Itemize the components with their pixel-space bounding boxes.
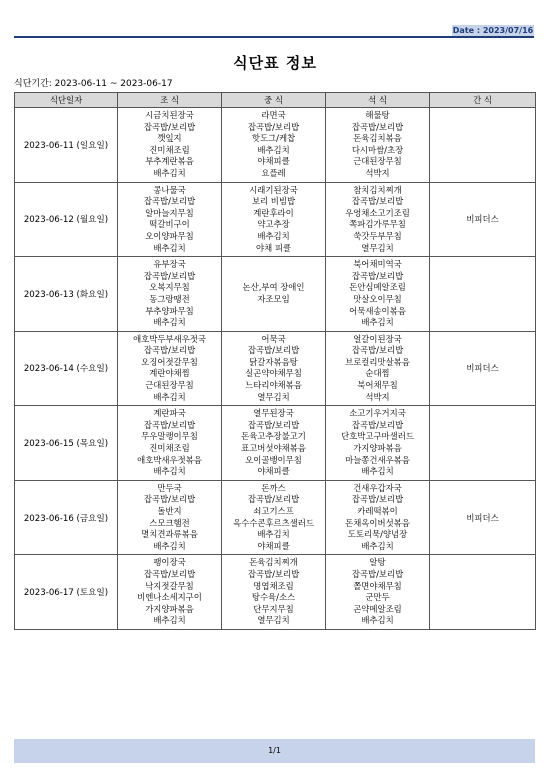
menu-item: 탕수육/소스 [251,592,296,603]
menu-item: 배추김치 [153,540,186,551]
menu-item: 잡곡밥/보리밥 [247,494,300,505]
menu-item: 시래기된장국 [249,184,298,195]
lunch-cell [222,182,326,257]
menu-item: 돈안심메알조림 [349,282,406,293]
menu-item: 근대된장무침 [353,156,402,167]
page-title: 식단표 정보 [233,54,317,72]
menu-item: 잡곡밥/보리밥 [143,121,196,132]
menu-item: 논산,부여 장애인 [242,282,305,293]
table-row [15,480,536,555]
menu-item: 배추김치 [361,540,394,551]
table-row [15,406,536,481]
menu-item: 잡곡밥/보리밥 [351,419,404,430]
dinner-cell [326,331,430,406]
menu-item: 야채피클 [257,540,290,551]
menu-item: 도토리묵/양념장 [347,529,408,540]
menu-item: 야채 피클 [255,242,292,253]
meal-table [14,92,536,630]
menu-item: 잡곡밥/보리밥 [247,419,300,430]
lunch-cell [222,555,326,630]
menu-item: 우엉채소고기조림 [345,207,410,218]
snack-cell: 비피더스 [430,480,536,555]
menu-item: 라면국 [261,110,286,120]
menu-item: 알마늘지무침 [145,207,194,218]
menu-item: 비엔나소세지구이 [137,592,202,603]
menu-item: 배추김치 [257,529,290,540]
menu-item: 잡곡밥/보리밥 [247,568,300,579]
meal-date: 2023-06-13 (화요일) [15,257,118,332]
menu-item: 닭갈자볶음탕 [249,356,298,367]
column-header-date: 식단일자 [15,93,118,108]
menu-item: 잡곡밥/보리밥 [247,345,300,356]
menu-item: 계란야채찜 [149,368,190,379]
menu-item: 잡곡밥/보리밥 [351,494,404,505]
menu-item: 깻잎지 [157,133,182,144]
menu-item: 배추김치 [153,242,186,253]
menu-item: 핫도그/케찹 [251,133,296,144]
dinner-cell [326,182,430,257]
menu-item: 근대된장무침 [145,380,194,391]
menu-item: 단호박고구마샐러드 [341,431,414,442]
menu-item: 배추김치 [257,144,290,155]
menu-item: 배추김치 [361,466,394,477]
menu-item: 자조모임 [257,293,290,304]
menu-item: 배추김치 [257,230,290,241]
menu-item: 쪽파김가루무침 [349,219,406,230]
table-row [15,108,536,183]
menu-item: 돈육김치볶음 [353,133,402,144]
menu-item: 열무된장국 [253,408,294,419]
page-footer: 1/1 [14,739,535,763]
menu-item: 유부장국 [153,259,186,270]
meal-period: 식단기간: 2023-06-11 ~ 2023-06-17 [14,79,173,89]
menu-item: 잡곡밥/보리밥 [143,494,196,505]
menu-item: 참치김치찌개 [353,184,402,195]
menu-item: 소고기우거지국 [349,408,406,419]
menu-item: 열무김치 [361,242,394,253]
menu-item: 배추김치 [153,391,186,402]
date-badge: Date : 2023/07/16 [452,26,534,35]
menu-item: 멸치견과류볶음 [141,529,198,540]
menu-item: 순대찜 [365,368,390,379]
snack-cell: 비피더스 [430,331,536,406]
breakfast-cell [118,108,222,183]
menu-item: 만두국 [157,482,182,493]
column-header-breakfast: 조 식 [118,93,222,108]
menu-item: 낙지젓갈무침 [145,580,194,591]
menu-item: 잡곡밥/보리밥 [143,419,196,430]
meal-date: 2023-06-14 (수요일) [15,331,118,406]
meal-date: 2023-06-17 (토요일) [15,555,118,630]
dinner-cell [326,406,430,481]
menu-item: 잡곡밥/보리밥 [143,196,196,207]
menu-item: 오이골뱅이무침 [245,454,302,465]
breakfast-cell [118,555,222,630]
menu-item: 잡곡밥/보리밥 [351,121,404,132]
menu-item: 요플레 [261,167,286,178]
menu-item: 배추김치 [361,317,394,328]
menu-item: 야채피클 [257,156,290,167]
dinner-cell [326,257,430,332]
dinner-cell [326,480,430,555]
menu-item: 쇠고기스프 [253,506,294,516]
menu-item: 무우말랭이무침 [141,431,198,442]
lunch-cell [222,257,326,332]
top-rule [14,36,534,38]
column-header-dinner: 석 식 [326,93,430,108]
menu-item: 가지양파볶음 [353,443,402,454]
menu-item: 잡곡밥/보리밥 [143,345,196,356]
table-row [15,257,536,332]
menu-item: 해물탕 [365,110,390,120]
snack-cell [430,108,536,183]
menu-item: 오징어젓갈무침 [141,356,198,367]
breakfast-cell [118,406,222,481]
table-row [15,555,536,630]
menu-item: 계란후라이 [253,207,294,218]
menu-item: 명엽채조림 [253,580,294,591]
menu-item: 잡곡밥/보리밥 [351,270,404,281]
menu-item: 스모크햄전 [149,517,190,528]
menu-item: 부추계란볶음 [145,156,194,167]
menu-item: 돈육김치찌개 [249,557,298,568]
menu-item: 잡곡밥/보리밥 [351,568,404,579]
menu-item: 야채피클 [257,466,290,477]
menu-item: 건새우갑자국 [353,482,402,493]
menu-item: 쫄면야채무침 [353,580,402,591]
menu-item: 어묵새송이볶음 [349,305,406,316]
menu-item: 표고버섯야채볶음 [241,443,306,454]
menu-item: 돌반지 [157,506,182,516]
menu-item: 어묵국 [261,333,286,344]
menu-item: 옥수수콘후르츠샐러드 [233,517,314,528]
menu-item: 애호박두부새우젓국 [133,333,206,344]
menu-item: 잡곡밥/보리밥 [351,196,404,207]
menu-item: 석박지 [365,391,390,402]
menu-item: 실곤약야채무침 [245,368,302,379]
menu-item: 돈까스 [261,482,286,493]
menu-item: 돈채옥이버섯볶음 [345,517,410,528]
menu-item: 보리 비빔밥 [251,196,296,207]
breakfast-cell [118,257,222,332]
menu-item: 얼갈이된장국 [353,333,402,344]
menu-item: 석박지 [365,167,390,178]
meal-date: 2023-06-15 (목요일) [15,406,118,481]
lunch-cell [222,108,326,183]
menu-item: 배추김치 [361,615,394,626]
table-header-row [15,93,536,108]
snack-cell [430,257,536,332]
menu-item: 돈육고추장불고기 [241,431,306,442]
menu-item: 오복지무침 [149,282,190,293]
breakfast-cell [118,331,222,406]
lunch-cell [222,406,326,481]
menu-item: 배추김치 [153,167,186,178]
menu-item: 가지양파볶음 [145,603,194,614]
menu-item: 약고추장 [257,219,290,230]
menu-item: 다시마쌈/초장 [351,144,404,155]
menu-item: 알탕 [369,557,386,568]
menu-item: 열무김치 [257,615,290,626]
dinner-cell [326,555,430,630]
menu-item: 진미채조림 [149,144,190,155]
snack-cell [430,406,536,481]
breakfast-cell [118,480,222,555]
snack-cell [430,555,536,630]
menu-item: 시금치된장국 [145,110,194,120]
menu-item: 콩나물국 [153,184,186,195]
column-header-snack: 간 식 [430,93,536,108]
menu-item: 동그랑땡전 [149,293,190,304]
breakfast-cell [118,182,222,257]
menu-item: 열무김치 [257,391,290,402]
menu-item: 쑥갓두부무침 [353,230,402,241]
menu-item: 배추김치 [153,466,186,477]
menu-item: 배추김치 [153,615,186,626]
snack-cell: 비피더스 [430,182,536,257]
menu-item: 곤약메알조림 [353,603,402,614]
menu-item: 팽이장국 [153,557,186,568]
menu-item: 북어채미역국 [353,259,402,270]
menu-item: 애호박새우젓볶음 [137,454,202,465]
menu-item: 잡곡밥/보리밥 [351,345,404,356]
table-row [15,331,536,406]
lunch-cell [222,331,326,406]
menu-item: 잡곡밥/보리밥 [143,270,196,281]
menu-item: 브로컬리맛살볶음 [345,356,410,367]
menu-item: 배추김치 [153,317,186,328]
menu-item: 오이양파무침 [145,230,194,241]
menu-item: 북어채무침 [357,380,398,391]
meal-date: 2023-06-11 (일요일) [15,108,118,183]
menu-item: 잡곡밥/보리밥 [247,121,300,132]
menu-item: 느타리야채볶음 [245,380,302,391]
menu-item: 군만두 [365,592,390,603]
lunch-cell [222,480,326,555]
meal-date: 2023-06-12 (월요일) [15,182,118,257]
menu-item: 진미채조림 [149,443,190,454]
menu-item: 잡곡밥/보리밥 [143,568,196,579]
menu-item: 카레떡볶이 [357,506,398,516]
menu-item: 떡갈비구이 [149,219,190,230]
meal-date: 2023-06-16 (금요일) [15,480,118,555]
menu-item: 부추양파무침 [145,305,194,316]
menu-item: 마늘쫑건새우볶음 [345,454,410,465]
table-row [15,182,536,257]
column-header-lunch: 중 식 [222,93,326,108]
menu-item: 맛살오이무침 [353,293,402,304]
menu-item: 단무지무침 [253,603,294,614]
menu-item: 계란파국 [153,408,186,419]
dinner-cell [326,108,430,183]
